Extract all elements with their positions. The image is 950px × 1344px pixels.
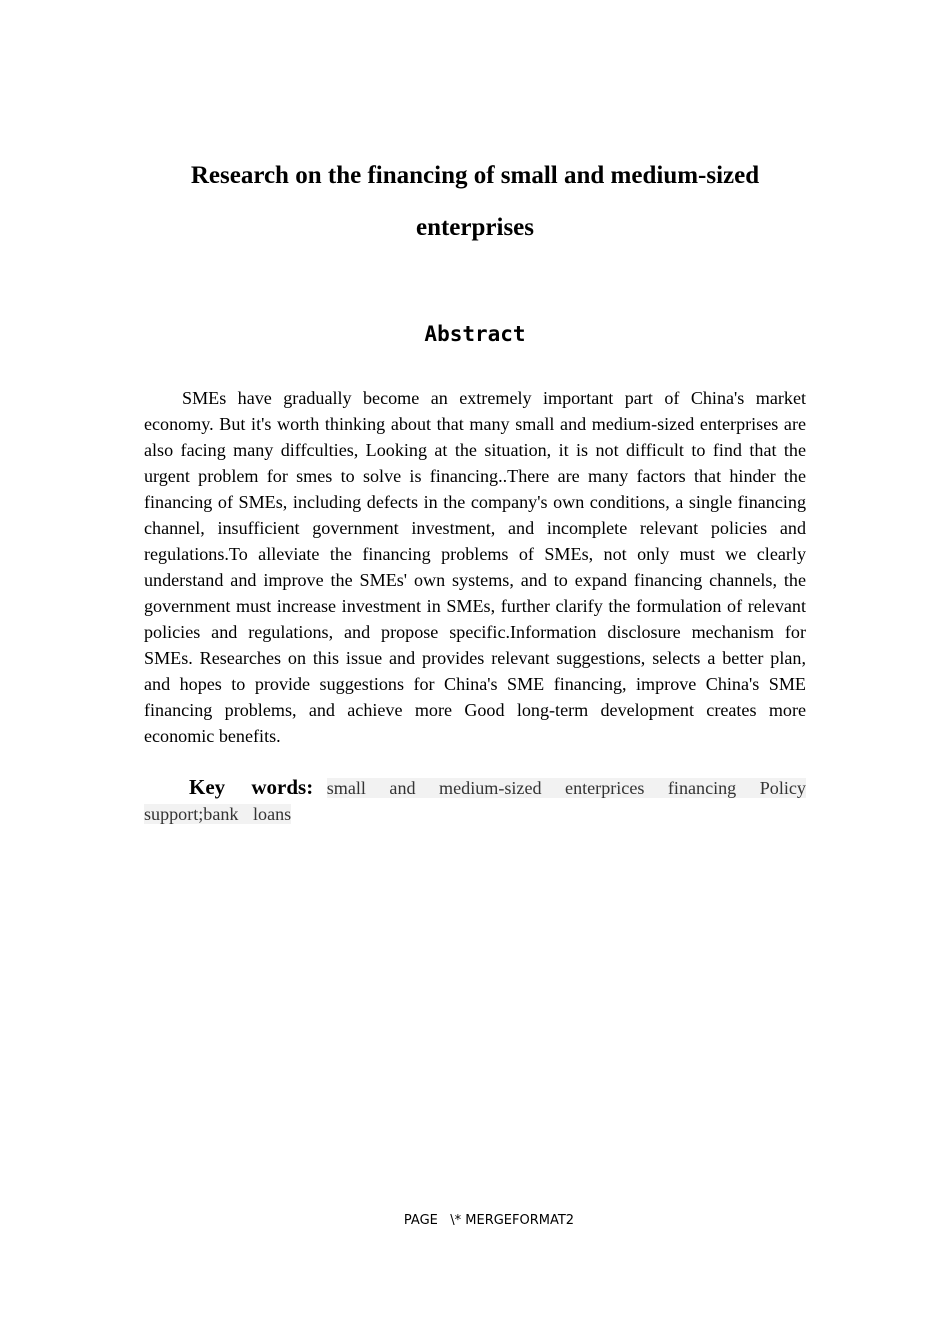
page-footer <box>144 1211 806 1231</box>
abstract-heading: Abstract <box>424 322 526 346</box>
keywords-label: Key words: <box>189 775 314 799</box>
abstract-body: SMEs have gradually become an extremely important part of China's market economy. But it's worth thinking about that many small and medium-sized enterprises are also facing many diffculties, Looking at the situation, it is not difficult to find that the urgent problem for smes to solve is financing..There are many factors that hinder the financing of SMEs, including defects in the company's own conditions, a single financing channel, insufficient government investment, and incomplete relevant policies and regulations.To alleviate the financing problems of SMEs, not only must we clearly understand and improve the SMEs' own systems, and to expand financing channels, the government must increase investment in SMEs, further clarify the formulation of relevant policies and regulations, and propose specific.Information disclosure mechanism for SMEs. Researches on this issue and provides relevant suggestions, selects a better plan, and hopes to provide suggestions for China's SME financing, improve China's SME financing problems, and achieve more Good long-term development creates more economic benefits. <box>144 388 806 746</box>
document-title: Research on the financing of small and medium-sized enterprises <box>190 162 760 241</box>
keywords-paragraph <box>144 774 806 827</box>
keywords-values: small and medium-sized enterprices financing Policy support;bank loans <box>144 778 806 824</box>
page-number-field: PAGE \* MERGEFORMAT2 <box>403 1213 575 1228</box>
